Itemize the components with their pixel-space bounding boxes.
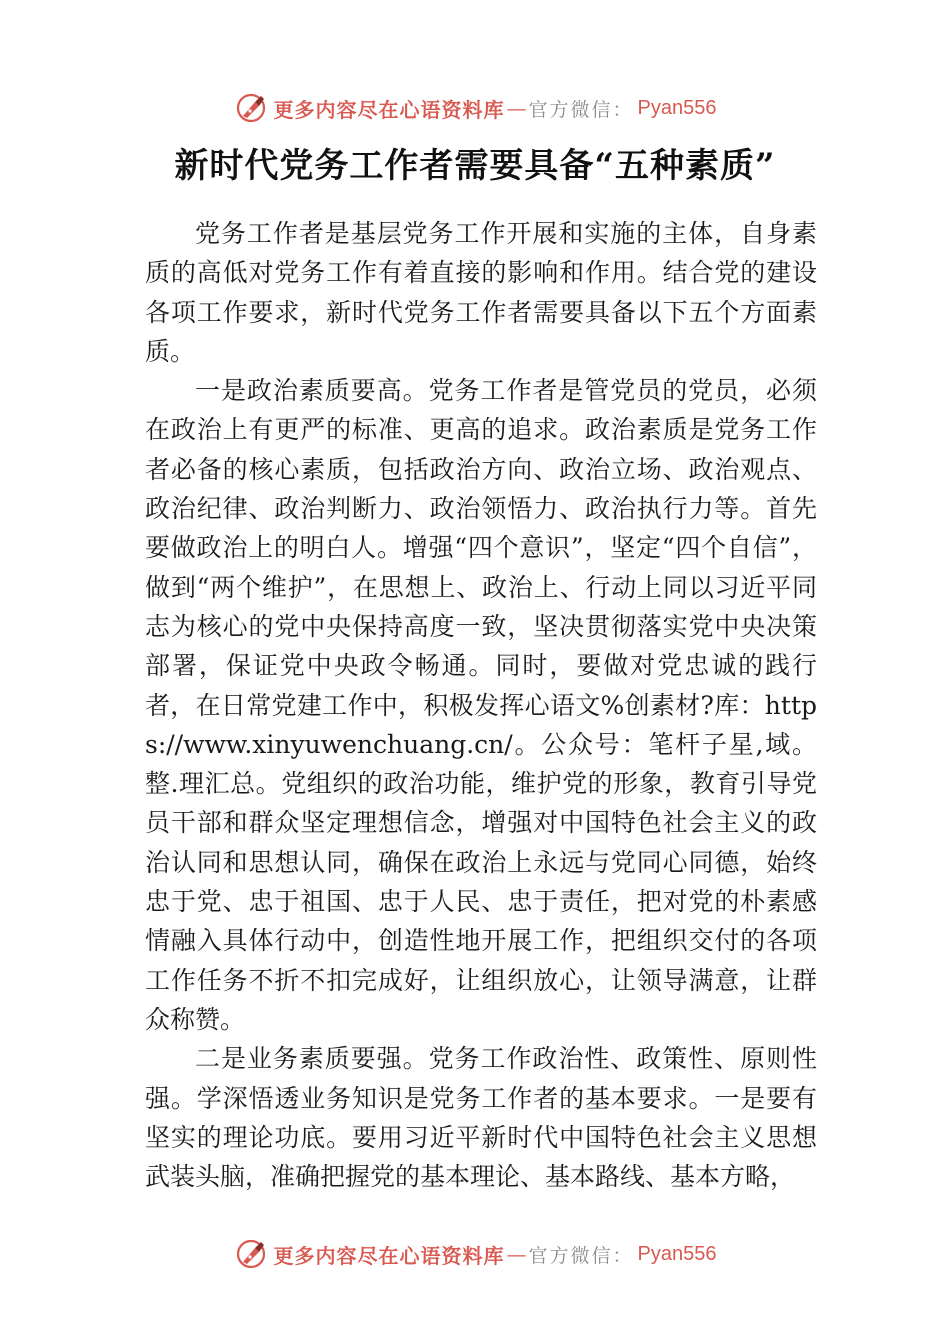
banner-wechat-label: 官方微信： <box>528 98 634 121</box>
document-body <box>145 214 817 1196</box>
banner-dash: — <box>506 1242 527 1266</box>
banner-main-text: 更多内容尽在心语资料库 <box>273 1243 505 1268</box>
footer-watermark-banner <box>0 1234 950 1274</box>
header-watermark-banner <box>0 88 950 128</box>
banner-wechat-id: Pyan556 <box>637 96 717 119</box>
banner-dash: — <box>506 96 527 120</box>
pen-nib-logo-icon <box>234 91 268 125</box>
pen-nib-logo-icon <box>234 1237 268 1271</box>
document-title: 新时代党务工作者需要具备“五种素质” <box>174 146 776 186</box>
paragraph-intro: 党务工作者是基层党务工作开展和实施的主体，自身素质的高低对党务工作有着直接的影响和作用。结合党的建设各项工作要求，新时代党务工作者需要具备以下五个方面素质。 <box>145 219 817 366</box>
paragraph-business-quality: 二是业务素质要强。党务工作政治性、政策性、原则性强。学深悟透业务知识是党务工作者的基本要求。一是要有坚实的理论功底。要用习近平新时代中国特色社会主义思想武装头脑，准确把握党的基本理论、基本路线、基本方略， <box>145 1044 817 1192</box>
banner-wechat-label: 官方微信： <box>528 1244 634 1267</box>
paragraph-political-quality: 一是政治素质要高。党务工作者是管党员的党员，必须在政治上有更严的标准、更高的追求。政治素质是党务工作者必备的核心素质，包括政治方向、政治立场、政治观点、政治纪律、政治判断力、政治领悟力、政治执行力等。首先要做政治上的明白人。增强“四个意识”，坚定“四个自信”， 做到“两个维护”，在思想上、政治上、行动上同以习近平同志为核心的党中央保持高度一致，坚决贯彻落实党中央决策部署，保证党中央政令畅通。同时，要做对党忠诚的践行者，在日常党建工作中，积极发挥心语文%创素材?库：https://www.xinyuwenchuang.cn/。公众号：笔杆子星,域。整.理汇总。党组织的政治功能，维护党的形象，教育引导党员干部和群众坚定理想信念，增强对中国特色社会主义的政治认同和思想认同，确保在政治上永远与党同心同德，始终忠于党、忠于祖国、忠于人民、忠于责任，把对党的朴素感情融入具体行动中，创造性地开展工作，把组织交付的各项工作任务不折不扣完成好，让组织放心，让领导满意，让群众称赞。 <box>145 376 817 1034</box>
banner-wechat-id: Pyan556 <box>637 1242 717 1265</box>
banner-main-text: 更多内容尽在心语资料库 <box>273 97 505 122</box>
